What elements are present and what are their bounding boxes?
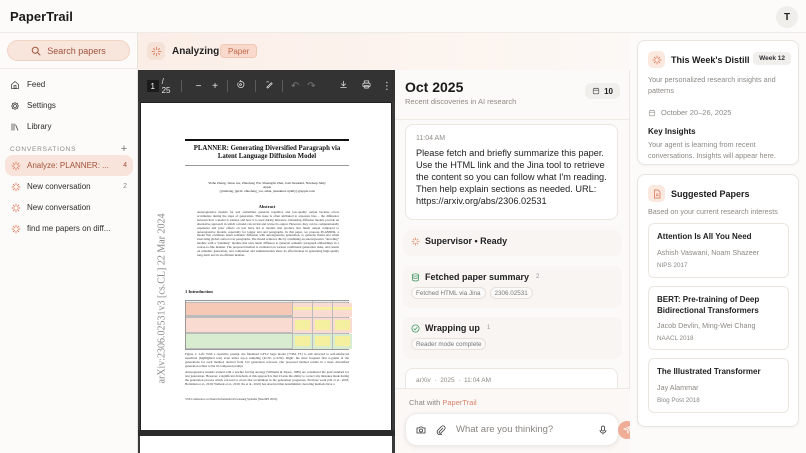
conversation-item[interactable]: [5, 197, 133, 218]
paper-venue: Blog Post 2018: [657, 396, 700, 404]
sparkle-icon: [411, 237, 420, 246]
conversation-count: 4: [123, 162, 127, 169]
conversations-heading: CONVERSATIONS: [10, 145, 77, 153]
pdf-toolbar: [138, 70, 395, 102]
emails-line: {yizzhang, jgu32, zhuofeng_wu, szhai, jsusskind, njaitly}@apple.com: [219, 189, 315, 193]
pen-icon: [265, 80, 274, 89]
step-title: Wrapping up: [425, 323, 480, 333]
title-rule: [185, 165, 349, 166]
feed-header: [395, 70, 630, 120]
divider: [181, 80, 182, 92]
step-fetched-summary[interactable]: [403, 266, 622, 308]
analyzing-icon-box: [147, 42, 165, 60]
supervisor-status-text: Supervisor • Ready: [425, 236, 508, 246]
distill-description: Your personalized research insights and patterns: [648, 75, 776, 95]
nav-item-label: Feed: [27, 80, 46, 89]
nav-item-feed[interactable]: [0, 74, 138, 95]
divider: [227, 80, 228, 92]
step-wrapping-up[interactable]: [403, 317, 622, 359]
affiliation-line: Apple: [262, 185, 272, 189]
user-avatar[interactable]: T: [776, 6, 798, 28]
chat-input[interactable]: [456, 424, 588, 435]
download-icon: [339, 80, 348, 89]
new-conversation-button[interactable]: +: [120, 143, 128, 155]
zoom-in-button[interactable]: +: [212, 80, 218, 92]
page-total: / 25: [161, 77, 171, 95]
pdf-viewer: [138, 70, 395, 453]
conversations-header: [10, 143, 128, 155]
figure-caption: Figure 1: Left: With a repetitive prompt, the finetuned GPT-2 large model (774M, FT) is still attracted to self-reinforced repetition (highlighted text) even under top-p sampling (K=50, p=0.92). Right: the most frequent first n-grams of the generations for each method, derived from 512 generation roll-outs. Our proposed method results in a more diversified generation robust to the ill-composed prompt.: [185, 352, 349, 368]
rotate-button[interactable]: [234, 80, 246, 92]
search-papers-button[interactable]: [7, 40, 130, 61]
suggested-paper-item[interactable]: [648, 358, 789, 413]
conversation-label: Analyze: PLANNER: ...: [27, 161, 109, 170]
zoom-out-button[interactable]: −: [195, 80, 202, 92]
library-icon: [10, 122, 20, 132]
date-range-text: October 20–26, 2025: [661, 108, 732, 117]
feed-panel: [395, 70, 630, 453]
conversation-item[interactable]: [5, 155, 133, 176]
chat-label-prefix: Chat with: [409, 398, 443, 407]
nav-item-settings[interactable]: [0, 95, 138, 116]
user-message-card: [405, 124, 618, 220]
item-count-badge[interactable]: [585, 83, 620, 99]
print-button[interactable]: [360, 80, 372, 92]
step-title: Fetched paper summary: [425, 272, 530, 282]
paper-venue: NIPS 2017: [657, 261, 688, 269]
home-icon: [10, 80, 20, 90]
main-nav: [0, 74, 138, 137]
annotate-button[interactable]: [263, 80, 275, 92]
message-time: 11:04 AM: [416, 135, 446, 142]
chat-label-brand: PaperTrail: [442, 398, 477, 407]
chat-label: [409, 398, 477, 407]
step-chip: 2306.02531: [490, 287, 533, 299]
step-count: 1: [486, 325, 491, 331]
title-rule: [185, 139, 349, 141]
sidebar: [0, 33, 138, 453]
suggested-papers-card: [637, 174, 799, 427]
figure-1: [185, 300, 349, 350]
feed-subtitle: Recent discoveries in AI research: [405, 97, 517, 106]
divider: [282, 80, 283, 92]
chat-composer: [395, 388, 630, 453]
paper-title: The Illustrated Transformer: [657, 367, 761, 376]
pdf-page-2[interactable]: [140, 436, 392, 453]
search-papers-label: Search papers: [47, 45, 106, 56]
document-icon-box: [648, 185, 665, 202]
sparkle-icon: [151, 46, 162, 57]
suggested-description: Based on your current research interests: [648, 207, 778, 216]
page-number-input[interactable]: 1: [147, 80, 159, 92]
paper-venue: NAACL 2018: [657, 335, 694, 342]
abstract-heading: Abstract: [258, 204, 276, 209]
conversation-list: [5, 155, 133, 239]
step-chip: Fetched HTML via Jina: [411, 287, 486, 299]
app-title: PaperTrail: [10, 9, 73, 24]
authors-line: Yizhe Zhang, Jiatao Gu, Zhuofeng Wu, Shuangfei Zhai, Josh Susskind, Navdeep Jaitly: [208, 181, 326, 185]
paper-title-line: PLANNER: Generating Diversified Paragraph via: [193, 145, 341, 152]
message-text: Please fetch and briefly summarize this paper. Use the HTML link and the Jina tool to retrieve the content so you can follow what I'm reading. Then help explain sections as needed. URL: https://arxiv.org/abs/2306.02531: [416, 148, 607, 206]
feed-title: Oct 2025: [405, 79, 464, 95]
step-count: 2: [536, 274, 540, 280]
calendar-icon: [648, 109, 656, 117]
rotate-icon: [236, 80, 245, 89]
divider: [255, 80, 256, 92]
arxiv-side-label: arXiv:2306.02531v3 [cs.CL] 22 Mar 2024: [156, 213, 168, 384]
pdf-page[interactable]: [140, 102, 392, 453]
database-icon: [411, 273, 420, 282]
microphone-icon[interactable]: [598, 425, 608, 435]
step-chip: Reader mode complete: [411, 338, 486, 350]
distill-icon-box: [648, 51, 665, 68]
more-options-button[interactable]: ⋮: [381, 80, 392, 92]
week-badge: Week 12: [753, 52, 791, 65]
suggested-paper-item[interactable]: [648, 223, 789, 278]
key-insights-text: Your agent is learning from recent conversations. Insights will appear here.: [648, 140, 776, 160]
sparkle-icon: [11, 161, 21, 171]
weekly-distill-card: [637, 40, 799, 165]
paper-authors: Jacob Devlin, Ming-Wei Chang: [657, 321, 756, 330]
download-button[interactable]: [338, 80, 350, 92]
intro-heading: 1 Introduction: [185, 289, 213, 294]
sparkle-icon: [11, 203, 21, 213]
arxiv-meta: arXiv · 2025 · 11:04 AM: [416, 377, 492, 384]
nav-item-label: Settings: [27, 101, 56, 110]
paper-title-line: Latent Language Diffusion Model: [217, 153, 317, 160]
conversation-label: New conversation: [27, 182, 91, 191]
sparkle-icon: [11, 224, 21, 234]
top-bar: [0, 0, 806, 33]
paper-authors: [185, 181, 349, 193]
search-icon: [31, 46, 41, 56]
paper-title: BERT: Pre-training of Deep Bidirectional Transformers: [657, 295, 760, 315]
intro-body: Autoregressive models trained with a teacher forcing strategy (Williams & Zipser, 1989) are considered the gold standard for text generation. However, a significant drawback of this approach is that it lacks the ability to correct any mistakes made during the generation process which can lead to errors that accumulate as the generation progresses. Previous work (Ott et al., 2018; Holtzman et al., 2019; Welleck et al., 2019; Xu et al., 2022) has observed that deterministic decoding methods have a: [185, 370, 349, 386]
suggested-title: Suggested Papers: [671, 189, 750, 199]
right-panel: [630, 33, 806, 453]
printer-icon: [362, 80, 371, 89]
sparkle-icon: [652, 55, 662, 65]
paperclip-icon[interactable]: [436, 425, 446, 435]
conversation-item[interactable]: [5, 176, 133, 197]
distill-title: This Week's Distill: [671, 55, 750, 65]
suggested-paper-item[interactable]: [648, 286, 789, 350]
paper-title: [185, 145, 349, 161]
key-insights-heading: Key Insights: [648, 127, 696, 136]
sparkle-icon: [11, 182, 21, 192]
gear-icon: [10, 101, 20, 111]
conversation-item[interactable]: [5, 218, 133, 239]
paper-tag: Paper: [220, 44, 257, 58]
undo-button[interactable]: ↶: [290, 80, 300, 92]
paper-title: Attention Is All You Need: [657, 232, 752, 241]
check-circle-icon: [411, 324, 420, 333]
date-range: [648, 108, 731, 117]
chat-input-box: [405, 413, 619, 446]
redo-button[interactable]: ↷: [307, 80, 316, 92]
supervisor-status: [403, 230, 622, 256]
item-count: 10: [604, 86, 613, 96]
analyzing-header: [138, 33, 630, 70]
paper-authors: Jay Alammar: [657, 382, 699, 392]
conversation-count: 2: [123, 183, 127, 190]
page-footer: 37th Conference on Neural Information Processing Systems (NeurIPS 2023).: [185, 397, 278, 401]
conversation-label: find me papers on diff...: [27, 224, 111, 233]
calendar-icon: [592, 87, 600, 95]
nav-item-library[interactable]: [0, 116, 138, 137]
analyzing-title: Analyzing: [172, 46, 220, 57]
conversation-label: New conversation: [27, 203, 91, 212]
divider: [0, 68, 138, 69]
paper-authors: Ashish Vaswani, Noam Shazeer: [657, 247, 760, 257]
camera-icon[interactable]: [416, 425, 426, 435]
nav-item-label: Library: [27, 122, 52, 131]
abstract-text: Autoregressive models for text sometimes generate repetitive and low-quality output because errors accumulate during the steps of generation. This issue is often attributed to exposure bias – the difference between how a model is trained, and how it is used during inference. Denoising diffusion models provide an alternative approach in which a model can revisit and revise its output. However, they can be computationally expensive and prior efforts on text have led to models that produce less fluent output compared to autoregressive models, especially for longer text and paragraphs. In this paper, we propose PLANNER, a model that combines latent semantic diffusion with autoregressive generation, to generate fluent text while exercising global control over paragraphs. The model achieves this by combining an autoregressive "decoding" module with a "planning" module that uses latent diffusion to generate semantic paragraph embeddings in a coarse-to-fine manner. The proposed method is evaluated on various conditional generation tasks, and results on semantic generation, text completion and summarization show its effectiveness in generating high-quality long-form text in an efficient manner.: [197, 210, 339, 257]
document-icon: [652, 189, 662, 199]
